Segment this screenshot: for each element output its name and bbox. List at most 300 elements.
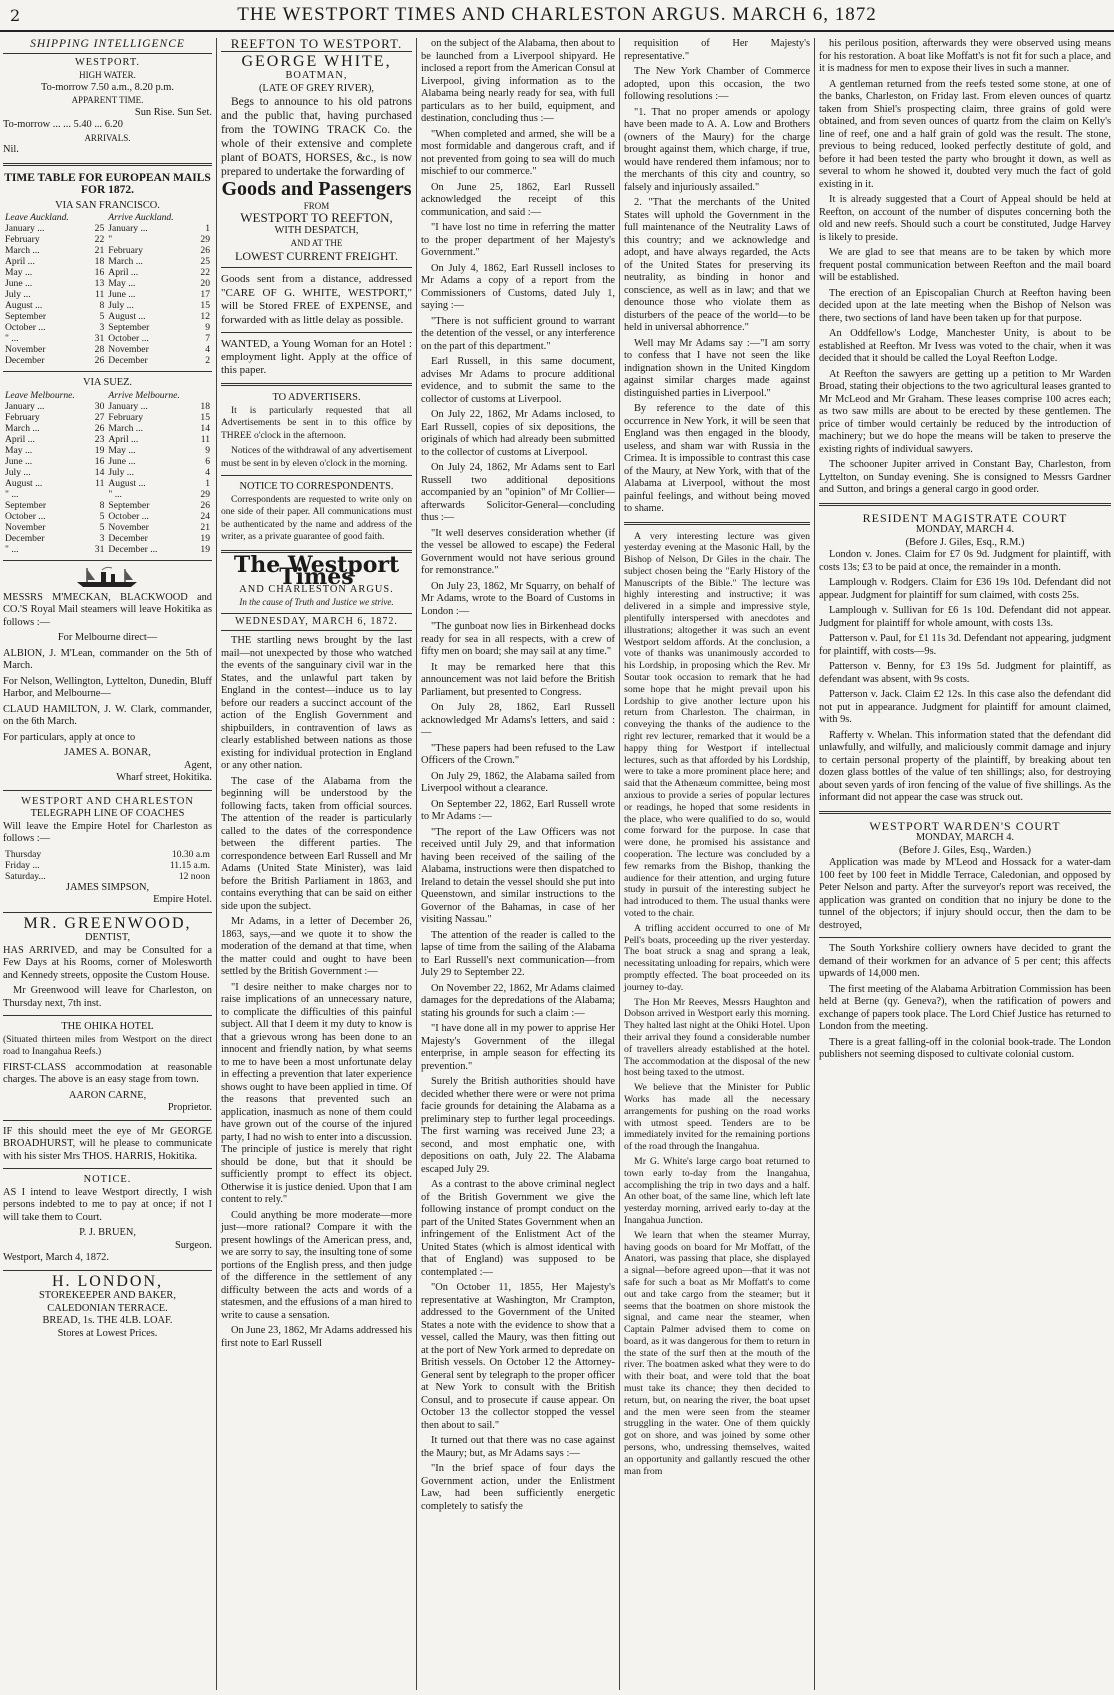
article-paragraph: On September 22, 1862, Earl Russell wrote to Mr Adams :— (421, 798, 615, 822)
editorial-paragraph: The case of the Alabama from the beginning will be understood by the following facts, taken from official sources. The attention of the reader is particularly called to the dates of the correspondence between the different parties. The correspondence between Earl Russell and Mr Adams (United State Minister), was laid before the British Parliament in 1863, and contains everything that can be said on either side upon the subject. (221, 775, 412, 912)
article-paragraph: "The report of the Law Officers was not received until July 29, and that information having been received of the sailing of the Alabama, instructions were then dispatched to Ireland to detain the vessel should she put into Queenstown, and similar instructions to the Governor of the Bahamas, in case of her visiting Nassau." (421, 826, 615, 925)
article-paragraph: On July 28, 1862, Earl Russell acknowledged Mr Adams's letters, and said :— (421, 702, 615, 738)
news-paragraph: We are glad to see that means are to be taken by which more frequent postal communication between Reefton and the mail board will be established. (819, 247, 1111, 283)
timetable-cell: 17 (200, 289, 210, 300)
timetable-cell: 16 (94, 267, 105, 278)
coach-title: WESTPORT AND CHARLESTON (21, 795, 194, 807)
timetable-cell: March ... (108, 422, 144, 434)
news-paragraph: A gentleman returned from the reefs tested some stone, at one of the banks, Charleston, on Friday last. From eleven ounces of quartz taken from Shiel's prospecting claim, three grains of gold were obtained, and from seven ounces of quartz from the claim on Kelly's line of reef, one and a half grain of gold was the result. The stone, previous to being reduced, looked perfectly destitute of gold, and before it had been tested the party who brought it down, as well as several to whom he showed it, doubted very much the fact of gold existing in it. (819, 78, 1111, 190)
article-paragraph: The New York Chamber of Commerce adopted, upon this occasion, the two following resolutions :— (624, 66, 810, 102)
column-5 (816, 38, 1114, 1690)
news-paragraph: The erection of an Episcopalian Church at Reefton having been decided upon at the late meeting when the Bishop of Nelson was there, two sections of land have been taken up for that purpose. (819, 287, 1111, 324)
editorial (221, 635, 412, 1350)
coach-subtitle: TELEGRAPH LINE OF COACHES (30, 808, 185, 819)
timetable-cell: 13 (94, 278, 105, 289)
article-continuation (624, 38, 810, 516)
article-paragraph: "1. That no proper amends or apology have been made to A. A. Low and Brothers (owners of the Maury) for the charge brought against them, which charge, if true, would have rendered them infamous; nor to the merchants of this city and country, so falsely and injuriously assailed." (624, 106, 810, 193)
timetable-cell: June ... (108, 289, 136, 300)
timetable-cell: January ... (108, 223, 148, 234)
timetable-cell: 7 (205, 333, 210, 344)
timetable-row (3, 544, 212, 555)
timetable-cell: 31 (94, 543, 105, 555)
timetable-cell: October ... (5, 510, 46, 522)
coach-hotel: Empire Hotel. (153, 894, 212, 905)
timetable-cell: 26 (200, 245, 210, 256)
coach-proprietor: JAMES SIMPSON, (65, 881, 150, 893)
timetable-cell: May ... (108, 278, 136, 289)
timetable-cell: July ... (108, 466, 134, 478)
london-address: CALEDONIAN TERRACE. (47, 1302, 168, 1314)
timetable-cell (82, 489, 106, 500)
article-paragraph: On July 24, 1862, Mr Adams sent to Earl Russell two additional depositions accompanied by an "opinion" of Mr Collier—afterwards Solicitor-General—concluding thus :— (421, 462, 615, 523)
sun-header: Sun Rise. Sun Set. (134, 106, 212, 118)
timetable-row (3, 322, 212, 333)
edition-date: WEDNESDAY, MARCH 6, 1872. (221, 613, 412, 632)
court-case: Patterson v. Jack. Claim £2 12s. In this case also the defendant did not put in appearance. Judgment for plaintiff for amount claimed, with 9s. (819, 689, 1111, 725)
timetable-cell: 26 (94, 355, 105, 366)
timetable-row (3, 401, 212, 412)
rm-cases (819, 549, 1111, 805)
article-paragraph: "I have done all in my power to apprise Her Majesty's Government of the illegal enterprise, in ample season for effecting its prevention." (421, 1023, 615, 1072)
timetable-cell: 3 (99, 322, 105, 333)
coach-cell: Saturday... (5, 870, 46, 882)
ohika-subtitle: (Situated thirteen miles from Westport on the direct road to Inangahua Reefs.) (3, 1034, 212, 1057)
timetable-row (3, 289, 212, 300)
timetable-cell: November (5, 344, 46, 355)
column-4 (621, 38, 813, 1690)
advertisers-text-2: Notices of the withdrawal of any advertisement must be sent in by eleven o'clock in the morning. (221, 446, 412, 469)
wc-court-title: WESTPORT WARDEN'S COURT (869, 818, 1061, 833)
timetable-cell: October ... (108, 510, 149, 522)
article-paragraph: on the subject of the Alabama, then about to be launched from a Liverpool shipyard. He inclosed a report from the American Consul at Liverpool, giving information as to the Alabama being nearly ready for sea, with full particulars as to her build, equipment, and destination, concluding thus :— (421, 38, 615, 124)
article-paragraph: 2. "That the merchants of the United States will uphold the Government in the full maintenance of the Neutrality Laws of this country; and we acknowledge and adopt, and have always regarded, the Acts of the United States for preserving its neutrality, as binding in honor and conscience, as well as in law; and that we denounce those who violate them as disturbers of the peace of the world—to be held in universal abhorrence." (624, 197, 810, 333)
news-paragraph: An Oddfellow's Lodge, Manchester Unity, is about to be established at Reefton. Mr Ivess was voted to the chair, when it was decided that it should be called the Loyal Reefton Lodge. (819, 328, 1111, 364)
timetable-row (3, 500, 212, 511)
timetable-cell: March ... (108, 256, 143, 267)
timetable-cell: 31 (94, 333, 105, 344)
timetable-cell: 5 (99, 311, 105, 322)
article-paragraph: Well may Mr Adams say :—"I am sorry to confess that I have not seen the like indignation shown in the United Kingdom against similar charges made against distinguished parties in Liverpool." (624, 337, 810, 399)
high-water-heading: HIGH WATER. (79, 70, 136, 80)
timetable-cell: July ... (5, 289, 31, 300)
arrivals-nil: Nil. (3, 144, 19, 155)
court-case: Lamplough v. Rodgers. Claim for £36 19s 10d. Defendant did not appear. Judgment for plaintiff for sum claimed, with costs 25s. (819, 577, 1111, 601)
article-paragraph: "These papers had been refused to the Law Officers of the Crown." (421, 742, 615, 766)
stores-line: Stores at Lowest Prices. (57, 1327, 158, 1339)
news-paragraph: A very interesting lecture was given yesterday evening at the Masonic Hall, by the Bishop of Nelson, Dr Giles in the chair. The subject chosen being the "Early History of the Manuscripts of the Bible." The lecture was highly interesting and instructive; it was delivered in a simple and impressive style, plentifully interspersed with anecdotes and illustrations; altogether it was such an event Westport seldom affords. At the conclusion, a vote of thanks was unanimously accorded to his Lordship, in proposing which the Rev. Mr Soutar took occasion to remark that he had some hope that he might prevail upon his Lordship to give another lecture upon his return from Charleston. The chairman, in conveying the thanks of the audience to the right rev lecturer, remarked that it would be a happy thing for Westport if intellectual lectures, such as that afforded by his Lordship, were to take a more prominent place here; and said that the Athenæum committee, being most anxious to provide a series of popular lectures or readings, he hoped that some residents in the place, who were qualified to do so, would come forward for the purpose. In case that were done, he promised his assistance and cooperation. The lecture was concluded by a few remarks from the Bishop, thanking the audience for their attention, and urging future study in pursuit of the interesting subject he had introduced to them. The usual thanks were voted to the chair. (624, 530, 810, 919)
article-paragraph: Earl Russell, in this same document, advises Mr Adams to procure additional evidence, and to submit the same to the collector of customs at Liverpool. (421, 356, 615, 405)
article-paragraph: "There is not sufficient ground to warrant the detention of the vessel, or any interference on the part of this department." (421, 315, 615, 352)
timetable-row (3, 423, 212, 434)
white-late: (LATE OF GREY RIVER), (258, 82, 375, 94)
timetable-cell: December (5, 532, 45, 544)
bread-price: BREAD, 1s. THE 4LB. LOAF. (42, 1315, 173, 1326)
timetable-row (3, 522, 212, 533)
timetable-row (3, 245, 212, 256)
news-briefs (819, 943, 1111, 1062)
timetable-cell: " ... (5, 333, 19, 344)
coach-schedule (3, 849, 212, 882)
timetable-cell: August ... (108, 311, 146, 322)
article-paragraph: As a contrast to the above criminal neglect of the British Government we give the following instance of prompt conduct on the part of the United States Government when an infringement of the Enlistment Act of the United States (which is almost identical with that of England) was supposed to be contemplated :— (421, 1179, 615, 1278)
timetable-cell: April ... (5, 433, 35, 445)
timetable-row (3, 467, 212, 478)
goods-passengers: Goods and Passengers (221, 178, 412, 200)
wc-text: Application was made by M'Leod and Hossack for a water-dam 100 feet by 100 feet in Middle Terrace, Caledonian, and opposed by Peter Nelson and party. After the surveyor's report was received, the application was granted on condition that no injury be done to the tunnel of the objectors; if injury should occur, then the dam to be destroyed, (819, 857, 1111, 931)
timetable-cell: 30 (94, 400, 105, 412)
article-paragraph: On July 22, 1862, Mr Adams inclosed, to Earl Russell, copies of six depositions, the originals of which had already been submitted to the collector of customs at Liverpool. (421, 409, 615, 458)
ohika-proprietor-title: Proprietor. (167, 1102, 212, 1113)
timetable-cell: 24 (200, 510, 210, 522)
timetable-row (3, 533, 212, 544)
court-case: Patterson v. Benny, for £3 19s 5d. Judgment for plaintiff, as defendant was absent, with 9s costs. (819, 661, 1111, 685)
article-paragraph: On July 29, 1862, the Alabama sailed from Liverpool without a clearance. (421, 770, 615, 794)
editorial-paragraph: Mr Adams, in a letter of December 26, 1863, says,—and we quote it to show the moderation of the demand at that time, when the matter could and ought to have been settled by the British Government :— (221, 916, 412, 977)
timetable-cell: 26 (200, 499, 210, 511)
timetable-cell: 2 (205, 355, 210, 366)
news-paragraph: The South Yorkshire colliery owners have decided to grant the demand of their workmen for an advance of 5 per cent; this affects upwards of 14,000 men. (819, 943, 1111, 979)
sf-timetable (3, 212, 212, 366)
melbourne-direct: For Melbourne direct— (57, 632, 158, 643)
article-paragraph: By reference to the date of this occurrence in New York, it will be seen that England was then engaged in the bloody, useless, and sham war with Russia in the Crimea. It is impossible to contrast this case of the Maury, at New York, with that of the Alabama at Liverpool, without the most painful feelings, and without being moved to shame. (624, 403, 810, 514)
editorial-paragraph: On June 23, 1862, Mr Adams addressed his first note to Earl Russell (221, 1325, 412, 1349)
via-suez: VIA SUEZ. (82, 377, 133, 388)
timetable-cell: June ... (108, 455, 136, 467)
news-paragraph: We learn that when the steamer Murray, having goods on board for Mr Moffatt, of the Anatori, was passing that place, she displayed a signal—before agreed upon—that it was not safe for such a boat as Mr Moffatt's to come out and take cargo from the steamer; but it seems that the boatmen on shore mistook the signal, and came near the steamer, when Captain Palmer advised them to come on board, as it was dangerous for them to return in the state of the surf then at the mouth of the river. The boatmen asked what they were to do with their boat, and were told that the boat must take its chance; they then decided to return, but, on nearing the river, the boat upset and the men were seen from the steamer struggling in the water. One of them quickly got on shore, and was joined by some other persons, who, undressing themselves, waited an opportunity and gallantly rescued the other man from (624, 1229, 810, 1477)
column-2 (218, 38, 415, 1690)
ohika-text: FIRST-CLASS accommodation at reasonable charges. The above is an easy stage from town. (3, 1061, 212, 1085)
timetable-row (3, 355, 212, 366)
article-paragraph: On June 25, 1862, Earl Russell acknowledged the receipt of this communication, and said :— (421, 181, 615, 218)
timetable-cell: 15 (200, 300, 210, 311)
timetable-row (3, 256, 212, 267)
timetable-row (3, 456, 212, 467)
timetable-cell: March ... (5, 245, 40, 256)
timetable-cell: 4 (205, 466, 210, 478)
article-paragraph: It turned out that there was no case against the Maury; but, as Mr Adams says :— (421, 1435, 615, 1459)
and-at-label: AND AT THE (290, 238, 343, 248)
correspondents-text: Correspondents are requested to write only on one side of their paper. All communications must be authenticated by the name and address of the writer, as a private guarantee of good faith. (221, 494, 412, 542)
timetable-row (3, 445, 212, 456)
timetable-cell: May ... (5, 444, 33, 456)
timetable-cell: 11 (95, 289, 105, 300)
article-paragraph: Surely the British authorities should have decided whether there were or were not prima facie grounds for detaining the Alabama as a preliminary step to further legal proceedings. The first warning was received June 23; a second, and most emphatic one, with depositions on oath, July 22. The Alabama escaped July 29. (421, 1076, 615, 1175)
column-rule (416, 38, 417, 1690)
timetable-cell: " (108, 234, 113, 245)
timetable-cell: " ... (108, 488, 122, 500)
timetable-cell: May ... (108, 444, 136, 456)
london-name: H. LONDON, (51, 1272, 164, 1290)
timetable-cell: 14 (200, 422, 210, 434)
notice-signature-title: Surgeon. (174, 1239, 212, 1251)
column-rule (814, 38, 815, 1690)
timetable-cell: 23 (94, 433, 105, 445)
wanted-ad: WANTED, a Young Woman for an Hotel : employment light. Apply at the office of this paper. (221, 338, 412, 376)
news-paragraph: The first meeting of the Alabama Arbitration Commission has been held at Berne (qy. Geneva?), when the ratification of powers and exchange of papers took place. The Lord Chief Justice has returned to London from the meeting. (819, 983, 1111, 1032)
timetable-cell: February (108, 411, 144, 423)
agent-address: Wharf street, Hokitika. (116, 772, 212, 783)
column-1 (0, 38, 215, 1690)
reefton-title: REEFTON TO WESTPORT. (221, 38, 412, 52)
timetable-cell: June ... (5, 278, 33, 289)
timetable-cell: 5 (99, 521, 105, 533)
court-case: London v. Jones. Claim for £7 0s 9d. Judgment for plaintiff, with costs 13s; £3 to be paid at once, the remainder in a month. (819, 549, 1111, 573)
editorial-paragraph: Could anything be more moderate—more just—more rational? Compare it with the present howlings of the American press, and, we are sorry to say, the insulting tone of some portions of the English press, and then judge of the difference in the settlement of any difficulty between the acts and words of a statesmen, and the effusions of a man hired to write to cause a sensation. (221, 1209, 412, 1321)
timetable-row (3, 434, 212, 445)
timetable-row (3, 223, 212, 234)
timetable-row (3, 311, 212, 322)
timetable-row (3, 234, 212, 245)
timetable-cell: 5 (99, 510, 105, 522)
route-label: WESTPORT TO REEFTON, (240, 210, 393, 225)
timetable-cell: September (108, 322, 150, 333)
timetable-row (3, 300, 212, 311)
broadhurst-notice: IF this should meet the eye of Mr GEORGE BROADHURST, will he please to communicate with his sister Mrs THOS. HARRIS, Hokitika. (3, 1125, 212, 1162)
coach-cell: 11.15 a.m. (169, 859, 210, 871)
timetable-cell: November (108, 344, 149, 355)
timetable-cell: 9 (205, 322, 210, 333)
timetable-cell: March ... (5, 422, 40, 434)
timetable-cell: October ... (5, 322, 46, 333)
timetable-cell: August ... (108, 477, 146, 489)
timetable-row (3, 278, 212, 289)
rm-court-date: MONDAY, MARCH 4. (915, 524, 1015, 535)
timetable-title: TIME TABLE FOR EUROPEAN MAILS FOR 1872. (4, 171, 211, 196)
timetable-cell: October ... (108, 333, 149, 344)
paper-nameplate: The Westport Times (233, 551, 400, 590)
page-number: 2 (10, 6, 21, 25)
timetable-row (3, 344, 212, 355)
ohika-title: THE OHIKA HOTEL (61, 1021, 154, 1032)
coach-cell: Friday ... (5, 859, 40, 871)
timetable-cell: August ... (5, 477, 43, 489)
reefton-news (819, 38, 1111, 497)
timetable-cell: 4 (205, 344, 210, 355)
paper-subtitle: AND CHARLESTON ARGUS. (239, 583, 394, 595)
nelson-route: For Nelson, Wellington, Lyttelton, Dunedin, Bluff Harbor, and Melbourne— (3, 675, 212, 699)
suez-leave-head: Leave Melbourne. (5, 389, 75, 401)
timetable-cell: 26 (94, 422, 105, 434)
timetable-cell: 11 (95, 477, 105, 489)
timetable-cell: 21 (94, 245, 105, 256)
article-paragraph: On July 23, 1862, Mr Squarry, on behalf of Mr Adams, wrote to the Board of Customs in London :— (421, 580, 615, 617)
timetable-cell: November (5, 521, 46, 533)
timetable-cell: April ... (108, 267, 139, 278)
court-case: Lamplough v. Sullivan for £6 1s 10d. Defendant did not appear. Judgment for plaintiff for whole amount, with costs 13s. (819, 605, 1111, 629)
timetable-row (3, 412, 212, 423)
dentist-text: HAS ARRIVED, and may be Consulted for a Few Days at his Rooms, corner of Molesworth and Kennedy streets, opposite the Custom House. (3, 944, 212, 981)
timetable-cell: September (108, 499, 150, 511)
timetable-row (3, 333, 212, 344)
timetable-cell: 18 (200, 400, 210, 412)
article-paragraph: "I have lost no time in referring the matter to the proper department of her Majesty's Government." (421, 222, 615, 258)
timetable-cell: 3 (99, 532, 105, 544)
page-header (0, 0, 1114, 32)
freight-label: LOWEST CURRENT FREIGHT. (234, 248, 398, 263)
timetable-cell: February (5, 234, 40, 245)
notice-date: Westport, March 4, 1872. (3, 1252, 109, 1263)
goods-text: Goods sent from a distance, addressed "CARE OF G. WHITE, WESTPORT," will be Stored FREE of EXPENSE, and forwarded with as little delay as possible. (221, 273, 412, 326)
news-paragraph: his perilous position, afterwards they were observed using means for his restoration. A boat like Moffatt's is not fit for such a place, and it is madness for men to expose their lives in such a manner. (819, 38, 1111, 74)
timetable-cell: 15 (200, 411, 210, 423)
suez-timetable (3, 390, 212, 555)
article-paragraph: It may be remarked here that this announcement was not laid before the British Parliament, but presented to Congress. (421, 661, 615, 698)
white-text: Begs to announce to his old patrons and the public that, having purchased from the TOWING TRACK Co. the whole of their extensive and complete plant of BOATS, HORSES, &c., is now prepared to undertake the forwarding of (221, 96, 412, 178)
rm-court-before: (Before J. Giles, Esq., R.M.) (905, 536, 1025, 548)
timetable-cell: 20 (200, 278, 210, 289)
shipping-heading: SHIPPING INTELLIGENCE (3, 38, 212, 54)
timetable-cell: 22 (94, 234, 105, 245)
paper-motto: In the cause of Truth and Justice we strive. (239, 597, 394, 607)
coach-text: Will leave the Empire Hotel for Charleston as follows :— (3, 820, 212, 844)
from-label: FROM (303, 200, 330, 211)
claud-sailing: CLAUD HAMILTON, J. W. Clark, commander, on the 6th March. (3, 703, 212, 727)
timetable-cell: 19 (200, 532, 210, 544)
column-3 (418, 38, 618, 1690)
timetable-cell: 16 (94, 455, 105, 467)
advertisers-heading: TO ADVERTISERS. (272, 392, 361, 403)
timetable-cell: June ... (5, 455, 33, 467)
timetable-cell: " ... (5, 543, 19, 555)
tide-times: To-morrow 7.50 a.m., 8.20 p.m. (41, 81, 174, 93)
timetable-cell: September (5, 499, 47, 511)
timetable-cell: February (108, 245, 143, 256)
article-paragraph: "It well deserves consideration whether (if the vessel be allowed to escape) the Federal Government would not have serious ground for remonstrance." (421, 527, 615, 576)
dentist-visit: Mr Greenwood will leave for Charleston, on Thursday next, 7th inst. (3, 985, 212, 1009)
white-boatman: BOATMAN, (285, 70, 348, 81)
article-paragraph: On November 22, 1862, Mr Adams claimed damages for the depredations of the Alabama; stating his grounds for such a claim :— (421, 982, 615, 1019)
timetable-cell: September (5, 311, 47, 322)
timetable-cell: " ... (5, 488, 19, 500)
column-rule (216, 38, 217, 1690)
timetable-cell: 1 (205, 223, 210, 234)
albion-sailing: ALBION, J. M'Lean, commander on the 5th of March. (3, 647, 212, 671)
timetable-cell: November (108, 521, 149, 533)
timetable-cell: July ... (108, 300, 134, 311)
timetable-cell: April ... (5, 256, 35, 267)
news-paragraph: A trifling accident occurred to one of Mr Pell's boats, proceeding up the river yesterday. The boat struck a snag and sprang a leak, necessitating unloading for repairs, which were promptly effected. The boat proceeded on its journey to-day. (624, 922, 810, 993)
article-paragraph: "When completed and armed, she will be a most formidable and dangerous craft, and if not prevented from going to sea will do much mischief to our commerce." (421, 128, 615, 177)
timetable-cell: May ... (5, 267, 33, 278)
rm-court-title: RESIDENT MAGISTRATE COURT (862, 510, 1068, 525)
timetable-cell: August ... (5, 300, 43, 311)
news-paragraph: There is a great falling-off in the colonial book-trade. The London publishers not seeming disposed to cultivate colonial custom. (819, 1036, 1111, 1060)
timetable-cell: 8 (99, 499, 105, 511)
sf-leave-head: Leave Auckland. (5, 212, 69, 223)
timetable-row (3, 478, 212, 489)
timetable-cell: 28 (94, 344, 105, 355)
coach-cell: 12 noon (178, 870, 210, 882)
timetable-cell: 14 (94, 466, 105, 478)
sf-arrive-head: Arrive Auckland. (108, 212, 174, 223)
alabama-article (421, 38, 615, 1513)
timetable-cell: 11 (200, 433, 210, 445)
timetable-cell: 27 (94, 411, 105, 423)
timetable-cell: 8 (99, 300, 105, 311)
local-news (624, 531, 810, 1478)
coach-row (3, 871, 212, 882)
wc-court-before: (Before J. Giles, Esq., Warden.) (899, 844, 1031, 856)
court-case: Rafferty v. Whelan. This information stated that the defendant did unlawfully, and wilfully, and maliciously commit damage and injury to certain personal property of the plaintiff, by breaking about ten dozen glass bottles of the value of ten shillings; also, for destroying about seven yards of iron fencing of the value of five shillings. As the informant did not appear the case was struck out. (819, 729, 1111, 803)
timetable-cell: 1 (205, 477, 210, 489)
dentist-name: MR. GREENWOOD, (23, 914, 192, 932)
steamship-icon (73, 566, 143, 588)
timetable-cell: 29 (200, 488, 210, 500)
masthead: THE WESTPORT TIMES AND CHARLESTON ARGUS. MARCH 6, 1872 (237, 4, 877, 25)
timetable-row (3, 489, 212, 500)
timetable-cell: January ... (5, 400, 45, 412)
via-san-francisco: VIA SAN FRANCISCO. (55, 199, 160, 211)
editorial-paragraph: "I desire neither to make charges nor to raise implications of an unnecessary nature, to complicate the difficulties of this painful subject. All that I deem it my duty to know is that a grievous wrong has been done to an innocent and friendly nation, by what seems to me to have been a most unfortunate delay in effecting a prevention that later experience shows ought to have been applied in time. Of the reasons that prevented such an application, inasmuch as none of them could have grown out of the course of the injured party, I had no wish to enter into a discussion. The principle of justice is merely that right should be done, but that it should be sufficiently prompt to effect its object. Otherwise it is justice denied. Upon that I am content to rely." (221, 981, 412, 1205)
timetable-cell: December (108, 355, 148, 366)
coach-row (3, 849, 212, 860)
wc-court-date: MONDAY, MARCH 4. (915, 832, 1015, 843)
news-paragraph: The Hon Mr Reeves, Messrs Haughton and Dobson arrived in Westport early this morning. They halted last night at the Ohiki Hotel. Upon their arrival they found a considerable number of travellers already established at the hotel. The accommodation at the disposal of the new host being taxed to the utmost. (624, 996, 810, 1079)
white-name: GEORGE WHITE, (241, 52, 392, 70)
timetable-cell: December (5, 355, 45, 366)
ohika-proprietor: AARON CARNE, (68, 1089, 147, 1101)
article-paragraph: "In the brief space of four days the Government action, under the Enlistment Law, had been sufficiently energetic completely to satisfy the (421, 1463, 615, 1512)
timetable-cell: December (108, 532, 148, 544)
timetable-cell: 29 (200, 234, 210, 245)
article-paragraph: On July 4, 1862, Earl Russell incloses to Mr Adams a copy of a report from the Commissioners of Customs, dated July 1, saying :— (421, 262, 615, 311)
steamer-ad: MESSRS M'MECKAN, BLACKWOOD and CO.'S Royal Mail steamers will leave Hokitika as follows :— (3, 591, 212, 628)
dentist-title: DENTIST, (84, 932, 131, 943)
timetable-cell: December ... (108, 543, 158, 555)
london-trade: STOREKEEPER AND BAKER, (39, 1290, 176, 1301)
news-paragraph: Mr G. White's large cargo boat returned to town early to-day from the Inangahua, accomplishing the trip in two days and a half. An other boat, of the same line, which left late yesterday morning, arrived early to-day at the Inangahua Junction. (624, 1155, 810, 1226)
sun-times: To-morrow ... ... 5.40 ... 6.20 (3, 119, 123, 130)
timetable-cell: February (5, 411, 40, 423)
editorial-paragraph: THE startling news brought by the last mail—not unexpected by those who watched the events of the sanguinary civil war in the States, and the unlawful part taken by England in the contest—induce us to lay before our readers a succinct account of the action of the English Government and shipbuilders, in contravention of laws as clearly established between nations as those existing for individual protection in England or any other nation. (221, 635, 412, 771)
article-paragraph: "On October 11, 1855, Her Majesty's representative at Washington, Mr Crampton, addressed to the Government of the United States a note with the evidence to show that a vessel, called the Maury, was then fitting out at the port of New York armed to depredate on British vessels. On October 12 the Attorney-General sent by telegraph to the proper officer at New York to consult with the British Consul, and to prosecute if cause appear. On October 13 the collector stopped the vessel then about to sail." (421, 1282, 615, 1431)
news-paragraph: The schooner Jupiter arrived in Constant Bay, Charleston, from Lyttelton, on Sunday evening. She is consigned to Messrs Gardner and Sutton, and brings a general cargo in good order. (819, 459, 1111, 495)
timetable-row (3, 267, 212, 278)
notice-text: AS I intend to leave Westport directly, I wish persons indebted to me to pay at once; if not I will take them to Court. (3, 1186, 212, 1223)
news-paragraph: We believe that the Minister for Public Works has made all the necessary arrangements for pushing on the road works with utmost speed. Tenders are to be immediately invited for the remaining portions of the road through the Inangahua. (624, 1082, 810, 1153)
advertisers-text-1: It is particularly requested that all Advertisements be sent in to this office by THREE o'clock in the afternoon. (221, 405, 412, 441)
coach-cell: 10.30 a.m (171, 848, 210, 860)
column-rule (619, 38, 620, 1690)
timetable-cell: 25 (200, 256, 210, 267)
correspondents-heading: NOTICE TO CORRESPONDENTS. (239, 481, 394, 492)
arrivals-heading: ARRIVALS. (84, 132, 131, 143)
despatch-label: WITH DESPATCH, (274, 224, 359, 236)
notice-heading: NOTICE. (83, 1174, 132, 1185)
timetable-cell: 22 (200, 267, 210, 278)
article-paragraph: The attention of the reader is called to the lapse of time from the sailing of the Alabama to Earl Russell's next communication—from July 29 to September 22. (421, 929, 615, 978)
agent-title: Agent, (184, 759, 212, 771)
timetable-cell: 18 (94, 256, 105, 267)
article-paragraph: requisition of Her Majesty's representative." (624, 38, 810, 62)
timetable-cell: 19 (200, 543, 210, 555)
timetable-cell: July ... (5, 466, 31, 478)
court-case: Patterson v. Paul, for £1 11s 3d. Defendant not appearing, judgment for plaintiff, with costs—9s. (819, 633, 1111, 657)
apparent-time-heading: APPARENT TIME. (71, 95, 144, 105)
timetable-cell: 19 (94, 444, 105, 456)
timetable-cell: April ... (108, 433, 139, 445)
timetable-cell: 21 (200, 521, 210, 533)
news-paragraph: It is already suggested that a Court of Appeal should be held at Reefton, on account of the number of disputes concerning both the old and new reefs. Should such a court be constituted, Judge Harvey is likely to preside. (819, 194, 1111, 243)
timetable-cell: 25 (94, 223, 105, 234)
timetable-cell: 12 (200, 311, 210, 322)
article-paragraph: "The gunboat now lies in Birkenhead docks ready for sea in all respects, with a crew of fifty men on board; she may sail at any time." (421, 621, 615, 657)
news-paragraph: At Reefton the sawyers are getting up a petition to Mr Warden Broad, stating their objections to the two agricultural leases granted to Mr McLeod and Mr Graham. These leases comprise 100 acres each; as two saw mills are about to be erected by these gentlemen. The price of timber would certainly be reduced by the introduction of machinery; but we do hope the means will be taken to preserve the existing rights of individual sawyers. (819, 368, 1111, 455)
timetable-cell: January ... (5, 223, 45, 234)
particulars-line: For particulars, apply at once to (3, 731, 136, 743)
suez-arrive-head: Arrive Melbourne. (108, 389, 180, 401)
coach-row (3, 860, 212, 871)
